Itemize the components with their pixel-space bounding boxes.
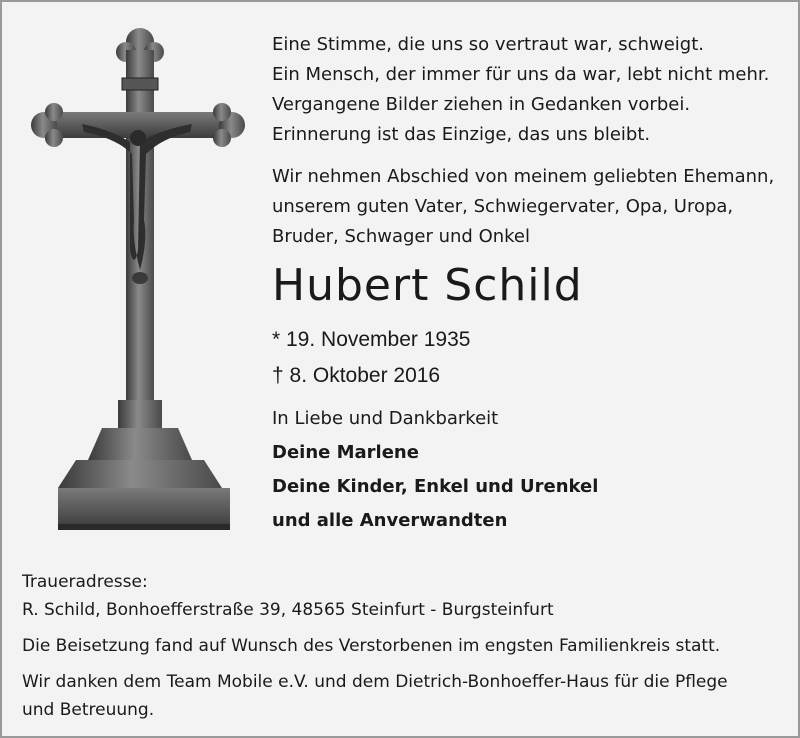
mourners-intro: In Liebe und Dankbarkeit [272, 408, 499, 429]
farewell-line: Wir nehmen Abschied von meinem geliebten Ehemann, [272, 166, 775, 187]
poem-line: Ein Mensch, der immer für uns da war, lebt nicht mehr. [272, 64, 770, 85]
address-block [22, 568, 792, 624]
mourner-relatives: und alle Anverwandten [272, 510, 508, 531]
mourners [272, 402, 792, 538]
life-dates [272, 322, 792, 394]
mourner-wife: Deine Marlene [272, 442, 419, 463]
poem-line: Vergangene Bilder ziehen in Gedanken vorbei. [272, 94, 691, 115]
crucifix-icon [22, 20, 252, 550]
farewell-line: Bruder, Schwager und Onkel [272, 226, 531, 247]
footer-text [22, 568, 792, 732]
thanks-note-line: Wir danken dem Team Mobile e.V. und dem Dietrich-Bonhoeffer-Haus für die Pflege [22, 672, 728, 692]
poem-line: Erinnerung ist das Einzige, das uns bleibt. [272, 124, 651, 145]
farewell-line: unserem guten Vater, Schwiegervater, Opa, Uropa, [272, 196, 734, 217]
mourner-children: Deine Kinder, Enkel und Urenkel [272, 476, 599, 497]
thanks-note [22, 668, 792, 724]
thanks-note-line: und Betreuung. [22, 700, 155, 720]
burial-note [22, 632, 792, 660]
poem [272, 30, 792, 150]
farewell-text [272, 162, 792, 252]
crucifix-image [22, 20, 252, 550]
main-text [272, 30, 792, 538]
birth-date: * 19. November 1935 [272, 328, 471, 351]
deceased-name: Hubert Schild [272, 260, 583, 311]
burial-note-text: Die Beisetzung fand auf Wunsch des Verstorbenen im engsten Familienkreis statt. [22, 636, 721, 656]
address-label: Traueradresse: [22, 572, 148, 592]
address-value: R. Schild, Bonhoefferstraße 39, 48565 Steinfurt - Burgsteinfurt [22, 600, 554, 620]
poem-line: Eine Stimme, die uns so vertraut war, schweigt. [272, 34, 704, 55]
death-date: † 8. Oktober 2016 [272, 364, 441, 387]
